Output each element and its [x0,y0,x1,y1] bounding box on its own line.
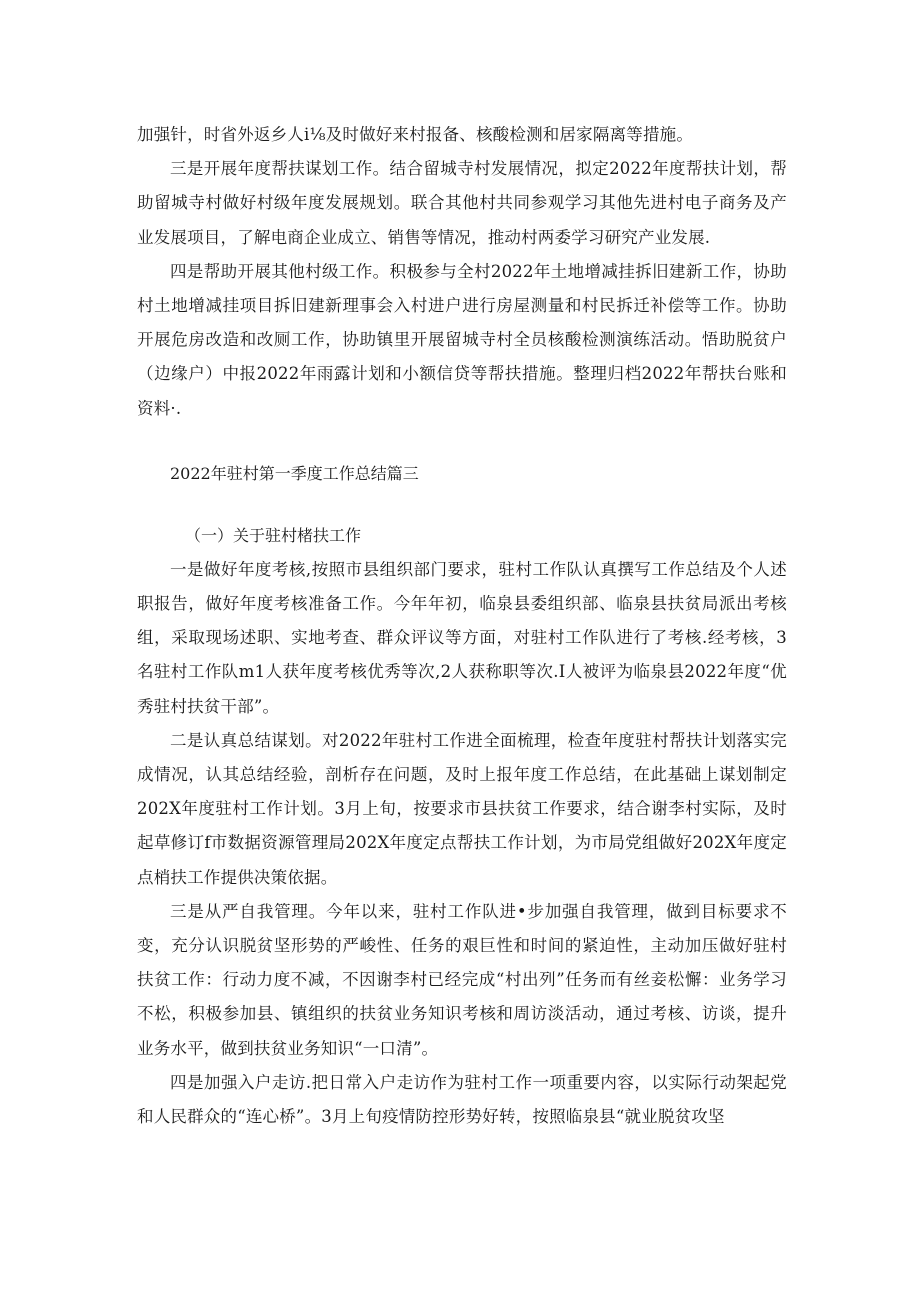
section-title: 2022年驻村第一季度工作总结篇三 [170,463,419,483]
paragraph-annual-planning: 三是开展年度帮扶谋划工作。结合留城寺村发展情况，拟定2022年度帮扶计划，帮助留城寺村做好村级年度发展规划。联合其他村共同参观学习其他先进村电子商务及产业发展项目，了解电商企业成立、销售等情况，推动村两委学习研究产业发展. [137,159,787,247]
paragraph-summary-planning: 二是认真总结谋划。对2022年驻村工作进全面梳理，检查年度驻村帮扶计划落实完成情况，认其总结经验，剖析存在问题，及时上报年度工作总结，在此基础上谋划制定202X年度驻村工作计划。3月上旬，按要求市县扶贫工作要求，结合谢李村实际，及时起草修订f市数据资源管理局202X年度定点帮扶工作计划，为市局党组做好202X年度定点梢扶工作提供决策依据。 [137,730,787,887]
paragraph-annual-assessment: 一是做好年度考核,按照市县组织部门要求，驻村工作队认真撰写工作总结及个人述职报告，做好年度考核准备工作。今年年初，临泉县委组织部、临泉县扶贫局派出考核组，采取现场述职、实地考查、群众评议等方面，对驻村工作队进行了考核.经考核，3名驻村工作队m1人获年度考核优秀等次,2人获称职等次.I人被评为临泉县2022年度“优秀驻村扶贫干部”。 [137,559,787,716]
document-page [137,118,787,1134]
paragraph-self-management: 三是从严自我管理。今年以来，驻村工作队进•步加强自我管理，做到目标要求不变，充分认识脱贫坚形势的严峻性、任务的艰巨性和时间的紧迫性，主动加压做好驻村扶贫工作：行动力度不减，不因谢李村已经完成“村出列”任务而有丝妾松懈：业务学习不松，积极参加县、镇组织的扶贫业务知识考核和周访淡活动，通过考核、访谈，提升业务水平，做到扶贫业务知识“一口清”。 [137,901,787,1058]
paragraph-household-visits: 四是加强入户走访.把日常入户走访作为驻村工作一项重要内容，以实际行动架起党和人民群众的“连心桥”。3月上旬疫情防控形势好转，按照临泉县“就业脱贫攻坚 [137,1072,787,1127]
paragraph-other-village-work: 四是帮助开展其他村级工作。积极参与全村2022年土地增减挂拆旧建新工作，协助村土地增减挂项目拆旧建新理事会入村进户进行房屋测量和村民拆迁补偿等工作。协助开展危房改造和改厕工作，协助镇里开展留城寺村全员核酸检测演练活动。悟助脱贫户（边缘户）中报2022年雨露计划和小额信贷等帮扶措施。整理归档2022年帮扶台账和资料·. [137,261,787,418]
paragraph-continuation: 加强针，时省外返乡人i⅛及时做好来村报备、核酸检测和居家隔离等措施。 [137,125,694,144]
subsection-title: （一）关于驻村楮扶工作 [185,525,362,545]
